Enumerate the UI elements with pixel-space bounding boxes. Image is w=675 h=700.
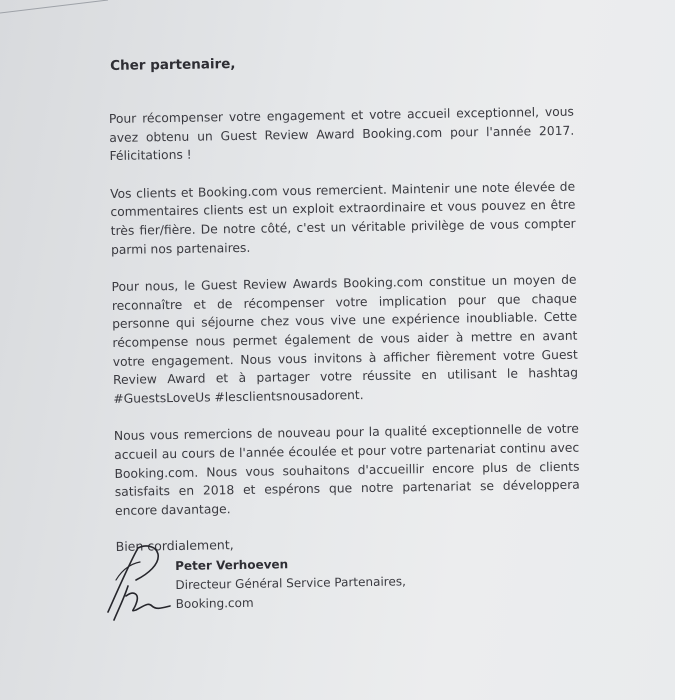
signatory-block xyxy=(175,553,406,614)
paragraph-closing-thanks: Nous vous remercions de nouveau pour la qualité exceptionnelle de votre accueil au cours de l'année écoulée et pour votre partenariat continu avec Booking.com. Nous vous souhaitons d'accueillir encore plus de clients satisfaits en 2018 et espérons que notre partenariat se développera encore davantage. xyxy=(113,421,580,518)
closing-line: Bien cordialement, xyxy=(115,537,234,555)
letter-body xyxy=(108,51,581,555)
handwritten-signature xyxy=(100,540,180,625)
page-corner-crease xyxy=(0,0,110,14)
paragraph-award: Pour récompenser votre engagement et votre accueil exceptionnel, vous avez obtenu un Guest Review Award Booking.com pour l'année 2017. Félicitations ! xyxy=(108,104,575,164)
paragraph-thanks: Vos clients et Booking.com vous remercient. Maintenir une note élevée de commentaires clients est un exploit extraordinaire et vous pouvez en être très fier/fière. De notre côté, c'est un véritable privilège de vous compter parmi nos partenaires. xyxy=(110,179,576,257)
signatory-company: Booking.com xyxy=(175,595,254,611)
salutation: Cher partenaire, xyxy=(109,55,236,74)
signatory-title: Directeur Général Service Partenaires, xyxy=(175,574,406,592)
signatory-name: Peter Verhoeven xyxy=(175,557,289,573)
paragraph-recognition: Pour nous, le Guest Review Awards Booking.com constitue un moyen de reconnaître et de récompenser votre implication pour que chaque personne qui séjourne chez vous vive une expérience inoubliable. Cette récompense nous permet également de vous aider à mettre en avant votre engagement. Nous vous invitons à afficher fièrement votre Guest Review Award et à partager votre réussite en utilisant le hashtag #GuestsLoveUs #lesclientsnousadorent. xyxy=(111,272,579,406)
